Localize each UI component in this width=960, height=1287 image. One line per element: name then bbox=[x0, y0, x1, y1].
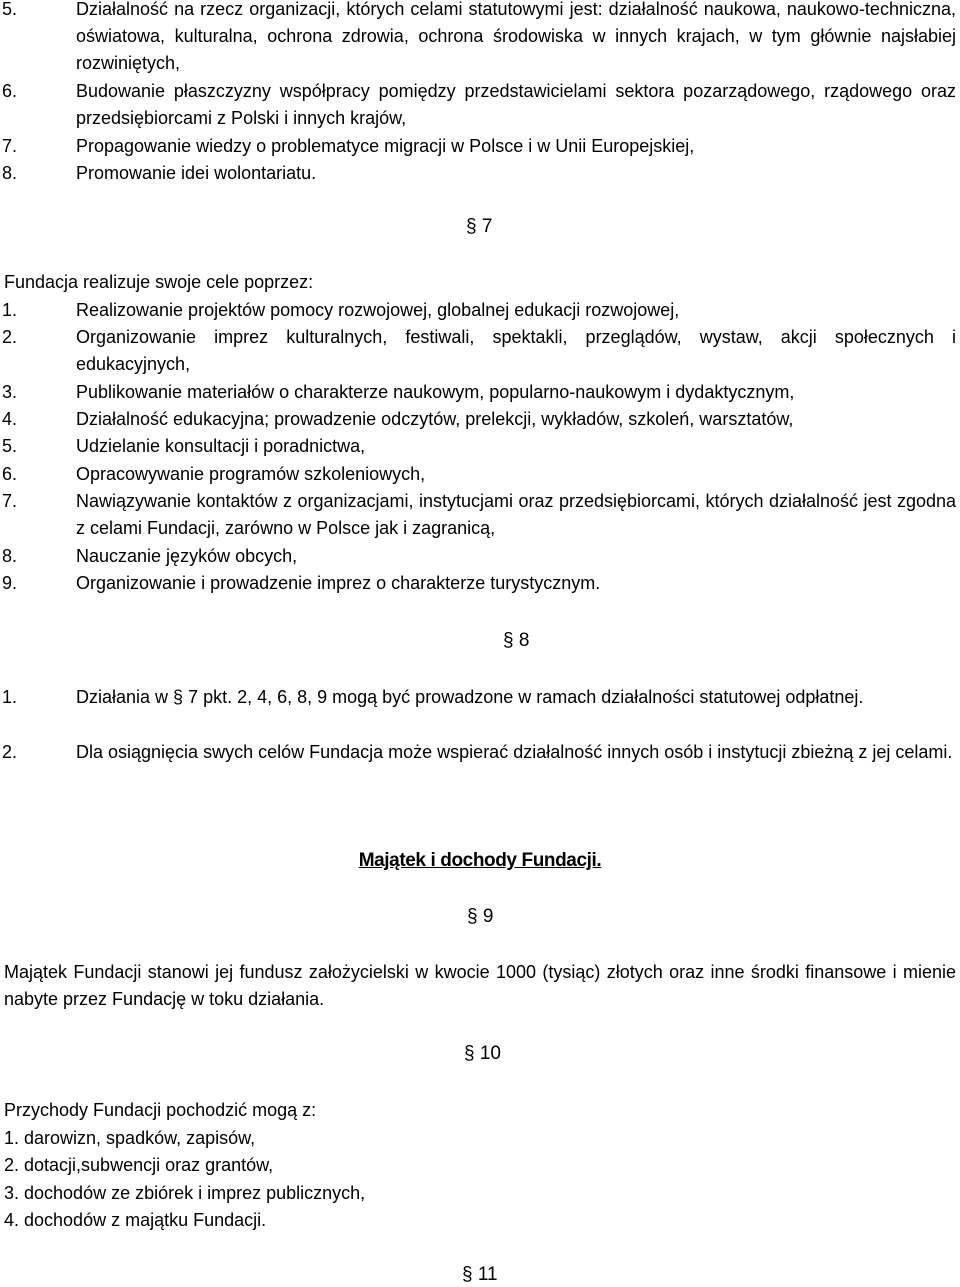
list-item-text: Opracowywanie programów szkoleniowych, bbox=[76, 464, 426, 484]
list-number: 6. bbox=[2, 464, 18, 484]
list-number: 8. bbox=[2, 163, 18, 183]
list-number: 1. bbox=[2, 687, 18, 707]
list-number: 4. bbox=[2, 409, 18, 429]
list-item-text: Budowanie płaszczyzny współpracy pomiędzy przedstawicielami sektora pozarządowego, rządowego oraz przedsiębiorcami z Polski i innych krajów, bbox=[76, 81, 956, 128]
list-number: 3. bbox=[2, 382, 18, 402]
chapter-heading: Majątek i dochody Fundacji. bbox=[358, 850, 602, 871]
list-item-text: Realizowanie projektów pomocy rozwojowej, globalnej edukacji rozwojowej, bbox=[76, 300, 680, 320]
section-7-intro: Fundacja realizuje swoje cele poprzez: bbox=[4, 272, 314, 292]
list-number: 2. bbox=[2, 327, 18, 347]
list-number: 1. bbox=[2, 300, 18, 320]
list-item-text: Działalność na rzecz organizacji, których celami statutowymi jest: działalność naukowa, naukowo-techniczna, oświatowa, kulturalna, ochrona zdrowia, ochrona środowiska w innych krajach, w tym głównie najsłabiej rozwiniętych, bbox=[76, 0, 956, 73]
income-source-line: 4. dochodów z majątku Fundacji. bbox=[4, 1210, 267, 1230]
section-9-sign: § 9 bbox=[467, 906, 494, 927]
list-item-text: Działania w § 7 pkt. 2, 4, 6, 8, 9 mogą być prowadzone w ramach działalności statutowej odpłatnej. bbox=[76, 687, 864, 707]
section-10-intro: Przychody Fundacji pochodzić mogą z: bbox=[4, 1100, 317, 1120]
section-10-sign: § 10 bbox=[464, 1043, 501, 1064]
list-number: 5. bbox=[2, 0, 18, 19]
income-source-line: 2. dotacji,subwencji oraz grantów, bbox=[4, 1155, 274, 1175]
income-source-line: 1. darowizn, spadków, zapisów, bbox=[4, 1128, 256, 1148]
list-item-text: Organizowanie imprez kulturalnych, festiwali, spektakli, przeglądów, wystaw, akcji społecznych i edukacyjnych, bbox=[76, 327, 956, 374]
income-source-line: 3. dochodów ze zbiórek i imprez publicznych, bbox=[4, 1183, 366, 1203]
list-number: 8. bbox=[2, 546, 18, 566]
list-number: 5. bbox=[2, 436, 18, 456]
list-number: 7. bbox=[2, 136, 18, 156]
list-item-text: Dla osiągnięcia swych celów Fundacja może wspierać działalność innych osób i instytucji zbieżną z jej celami. bbox=[76, 742, 953, 762]
list-number: 2. bbox=[2, 742, 18, 762]
section-7-sign: § 7 bbox=[466, 216, 493, 237]
list-item-text: Nauczanie języków obcych, bbox=[76, 546, 298, 566]
list-number: 6. bbox=[2, 81, 18, 101]
list-number: 7. bbox=[2, 491, 18, 511]
list-item-text: Udzielanie konsultacji i poradnictwa, bbox=[76, 436, 366, 456]
list-item-text: Organizowanie i prowadzenie imprez o charakterze turystycznym. bbox=[76, 573, 601, 593]
list-item-text: Nawiązywanie kontaktów z organizacjami, instytucjami oraz przedsiębiorcami, których działalność jest zgodna z celami Fundacji, zarówno w Polsce jak i zagranicą, bbox=[76, 491, 956, 538]
list-number: 9. bbox=[2, 573, 18, 593]
list-item-text: Publikowanie materiałów o charakterze naukowym, popularno-naukowym i dydaktycznym, bbox=[76, 382, 795, 402]
section-9-text: Majątek Fundacji stanowi jej fundusz założycielski w kwocie 1000 (tysiąc) złotych oraz inne środki finansowe i mienie nabyte przez Fundację w toku działania. bbox=[4, 962, 956, 1009]
list-item-text: Propagowanie wiedzy o problematyce migracji w Polsce i w Unii Europejskiej, bbox=[76, 136, 695, 156]
section-8-sign: § 8 bbox=[503, 630, 530, 651]
list-item-text: Promowanie idei wolontariatu. bbox=[76, 163, 317, 183]
section-11-sign: § 11 bbox=[462, 1264, 498, 1285]
list-item-text: Działalność edukacyjna; prowadzenie odczytów, prelekcji, wykładów, szkoleń, warsztatów, bbox=[76, 409, 794, 429]
